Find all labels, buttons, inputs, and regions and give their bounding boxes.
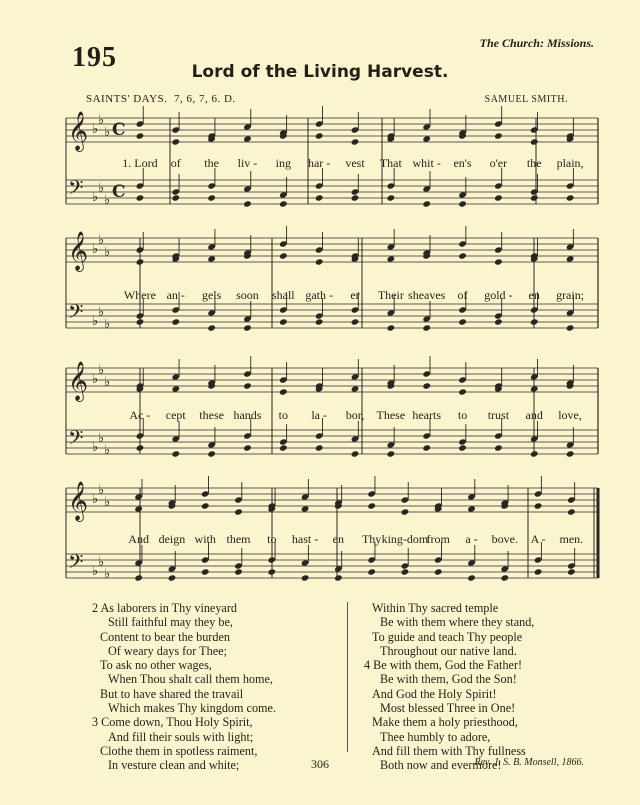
bass-clef-icon: 𝄢	[68, 176, 84, 204]
lyric-syllable: to	[278, 408, 288, 422]
verse-line	[364, 701, 534, 715]
note-head	[201, 502, 210, 509]
lyric-syllable: to	[267, 532, 277, 546]
note-head	[530, 194, 539, 201]
note-head	[171, 138, 180, 145]
verse-text: Be with them, God the Son!	[380, 672, 517, 687]
lyric-syllable: bor,	[345, 408, 365, 422]
lyric-syllable: an -	[166, 288, 185, 302]
lyric-syllable: shall	[271, 288, 295, 302]
note-head	[566, 450, 575, 457]
verse-line	[364, 658, 534, 672]
verse-text: Make them a holy priesthood,	[372, 715, 518, 730]
lyric-syllable: these	[199, 408, 224, 422]
hymn-number: 195	[72, 42, 117, 73]
lyric-syllable: plain,	[556, 156, 584, 170]
verse-text: And God the Holy Spirit!	[372, 686, 497, 701]
verse-line	[92, 644, 276, 658]
verse-text: And fill their souls with light;	[108, 729, 254, 744]
flat-icon: ♭	[92, 440, 99, 455]
page-number: 306	[311, 757, 329, 771]
note-head	[458, 444, 467, 451]
lyric-syllable: Where	[123, 288, 156, 302]
note-head	[234, 568, 243, 575]
verse-number: 4	[364, 658, 371, 673]
note-head	[422, 382, 431, 389]
note-head	[351, 138, 360, 145]
verse-text: In vesture clean and white;	[108, 758, 240, 773]
lyric-syllable: bove.	[491, 532, 518, 546]
flat-icon: ♭	[98, 555, 105, 570]
verses-right	[364, 601, 534, 773]
verse-text: Come down, Thou Holy Spirit,	[101, 715, 253, 730]
flat-icon: ♭	[104, 245, 111, 260]
lyric-syllable: These	[376, 408, 406, 422]
lyric-syllable: er	[350, 288, 360, 302]
note-head	[207, 194, 216, 201]
verse-text: And fill them with Thy fullness	[372, 743, 526, 758]
flat-icon: ♭	[98, 305, 105, 320]
note-head	[334, 574, 343, 581]
verse-line	[92, 715, 276, 729]
lyric-syllable: hearts	[412, 408, 442, 422]
verse-line	[92, 687, 276, 701]
note-head	[458, 252, 467, 259]
note-head	[243, 135, 252, 142]
bass-clef-icon: 𝄢	[68, 300, 84, 328]
flat-icon: ♭	[104, 317, 111, 332]
note-head	[458, 388, 467, 395]
note-head	[243, 382, 252, 389]
lyric-syllable: gath -	[305, 288, 333, 302]
note-head	[243, 444, 252, 451]
note-head	[387, 450, 396, 457]
lyric-syllable: hast -	[291, 532, 319, 546]
lyric-syllable: Their	[377, 288, 404, 302]
lyric-syllable: vest	[345, 156, 365, 170]
verse-line	[364, 672, 534, 686]
flat-icon: ♭	[92, 190, 99, 205]
note-head	[467, 574, 476, 581]
lyric-syllable: hands	[233, 408, 262, 422]
note-head	[567, 508, 576, 515]
flat-icon: ♭	[104, 375, 111, 390]
lyric-syllable: Ac -	[129, 408, 151, 422]
verse-number: 3	[92, 715, 99, 730]
note-head	[401, 508, 410, 515]
note-head	[315, 318, 324, 325]
verse-text: Be with them where they stand,	[380, 615, 535, 630]
verse-line	[364, 715, 534, 729]
lyric-syllable: from	[426, 532, 450, 546]
lyric-syllable: cept	[165, 408, 186, 422]
flat-icon: ♭	[98, 483, 105, 498]
verse-line	[364, 601, 534, 615]
flat-icon: ♭	[98, 181, 105, 196]
flat-icon: ♭	[104, 443, 111, 458]
verse-line	[364, 730, 534, 744]
flat-icon: ♭	[98, 363, 105, 378]
bass-clef-icon: 𝄢	[68, 550, 84, 578]
composer: SAMUEL SMITH.	[484, 94, 568, 105]
lyric-syllable: whit -	[412, 156, 441, 170]
note-head	[315, 258, 324, 265]
note-head	[171, 385, 180, 392]
note-head	[315, 444, 324, 451]
lyric-syllable: en	[332, 532, 345, 546]
verse-line	[92, 730, 276, 744]
note-head	[494, 444, 503, 451]
verse-line	[364, 615, 534, 629]
lyric-syllable: soon	[236, 288, 259, 302]
note-head	[207, 255, 216, 262]
note-head	[367, 568, 376, 575]
note-head	[422, 324, 431, 331]
lyric-syllable: gels	[201, 288, 222, 302]
lyric-syllable: Thy	[361, 532, 382, 546]
note-head	[207, 324, 216, 331]
lyric-syllable: sheaves	[408, 288, 446, 302]
note-head	[315, 194, 324, 201]
note-head	[171, 318, 180, 325]
note-head	[301, 574, 310, 581]
note-head	[501, 574, 510, 581]
verse-text: Of weary days for Thee;	[108, 643, 227, 658]
lyric-syllable: with	[194, 532, 216, 546]
note-head	[279, 318, 288, 325]
note-head	[279, 200, 288, 207]
treble-clef-icon: 𝄞	[68, 481, 89, 521]
note-head	[530, 138, 539, 145]
lyric-syllable: of	[170, 156, 181, 170]
lyric-syllable: of	[457, 288, 468, 302]
flat-icon: ♭	[92, 122, 99, 137]
author-credit: Rev. J. S. B. Monsell, 1866.	[474, 757, 584, 768]
lyric-syllable: ing	[275, 156, 291, 170]
note-head	[566, 324, 575, 331]
lyric-syllable: to	[457, 408, 468, 422]
lyric-syllable: and	[525, 408, 543, 422]
note-head	[351, 318, 360, 325]
note-head	[279, 252, 288, 259]
note-head	[422, 444, 431, 451]
note-head	[243, 324, 252, 331]
note-head	[567, 568, 576, 575]
note-head	[534, 568, 543, 575]
note-head	[458, 200, 467, 207]
verse-line	[364, 687, 534, 701]
treble-clef-icon: 𝄞	[68, 231, 89, 271]
note-head	[243, 200, 252, 207]
verse-text: Both now and evermore!	[380, 758, 502, 773]
flat-icon: ♭	[104, 495, 111, 510]
note-head	[201, 568, 210, 575]
note-head	[279, 444, 288, 451]
note-head	[494, 258, 503, 265]
lyric-syllable: deign	[158, 532, 186, 546]
note-head	[494, 194, 503, 201]
note-head	[494, 318, 503, 325]
note-head	[351, 450, 360, 457]
verse-line	[92, 672, 276, 686]
note-head	[234, 508, 243, 515]
verse-text: Content to bear the burden	[100, 629, 230, 644]
flat-icon: ♭	[92, 372, 99, 387]
note-head	[301, 505, 310, 512]
verse-line	[364, 644, 534, 658]
note-head	[530, 385, 539, 392]
category-heading: The Church: Missions.	[479, 36, 594, 50]
verses-left	[92, 601, 276, 773]
lyric-syllable: men.	[559, 532, 584, 546]
verse-text: Throughout our native land.	[380, 643, 517, 658]
note-head	[171, 194, 180, 201]
note-head	[367, 502, 376, 509]
verse-text: To ask no other wages,	[100, 658, 212, 673]
bass-clef-icon: 𝄢	[68, 426, 84, 454]
flat-icon: ♭	[104, 125, 111, 140]
lyric-syllable: king-dom	[381, 532, 429, 546]
lyric-syllable: en's	[453, 156, 472, 170]
lyric-syllable: the	[204, 156, 219, 170]
lyric-syllable: That	[379, 156, 402, 170]
flat-icon: ♭	[98, 113, 105, 128]
lyric-syllable: en	[528, 288, 540, 302]
verse-text: When Thou shalt call them home,	[108, 672, 273, 687]
verse-line	[364, 630, 534, 644]
note-head	[279, 388, 288, 395]
note-head	[566, 194, 575, 201]
note-head	[315, 132, 324, 139]
lyric-syllable: And	[128, 532, 149, 546]
note-head	[422, 135, 431, 142]
tune-name: SAINTS' DAYS.	[86, 93, 168, 105]
flat-icon: ♭	[92, 492, 99, 507]
verse-line	[92, 701, 276, 715]
note-head	[494, 132, 503, 139]
verse-line	[92, 630, 276, 644]
verse-text: As laborers in Thy vineyard	[100, 601, 237, 615]
hymn-title: Lord of the Living Harvest.	[191, 62, 449, 82]
verse-text: Which makes Thy kingdom come.	[108, 701, 276, 716]
lyric-syllable: 1. Lord	[122, 156, 158, 170]
lyric-syllable: o'er	[489, 156, 508, 170]
flat-icon: ♭	[104, 567, 111, 582]
note-head	[134, 505, 143, 512]
verse-line	[92, 601, 276, 615]
flat-icon: ♭	[98, 431, 105, 446]
lyric-syllable: grain;	[556, 288, 585, 302]
note-head	[351, 385, 360, 392]
note-head	[401, 568, 410, 575]
note-head	[530, 450, 539, 457]
common-time-icon: C	[112, 182, 126, 202]
note-head	[207, 450, 216, 457]
note-head	[134, 574, 143, 581]
flat-icon: ♭	[92, 314, 99, 329]
flat-icon: ♭	[92, 242, 99, 257]
note-head	[467, 505, 476, 512]
verse-line	[92, 615, 276, 629]
meter: 7, 6, 7, 6. D.	[173, 93, 236, 105]
lyric-syllable: a -	[465, 532, 478, 546]
lyric-syllable: liv -	[237, 156, 258, 170]
flat-icon: ♭	[98, 233, 105, 248]
lyric-syllable: har -	[307, 156, 331, 170]
note-head	[434, 568, 443, 575]
note-head	[136, 258, 145, 265]
note-head	[136, 318, 145, 325]
verse-line	[92, 658, 276, 672]
note-head	[534, 502, 543, 509]
lyric-syllable: gold -	[484, 288, 513, 302]
note-head	[422, 200, 431, 207]
note-head	[168, 574, 177, 581]
column-divider	[347, 602, 348, 752]
treble-clef-icon: 𝄞	[68, 111, 89, 151]
verse-text: But to have shared the travail	[100, 686, 244, 701]
flat-icon: ♭	[92, 564, 99, 579]
note-head	[458, 318, 467, 325]
lyric-syllable: trust	[487, 408, 510, 422]
verse-text: Most blessed Three in One!	[380, 701, 516, 716]
note-head	[268, 568, 277, 575]
flat-icon: ♭	[104, 193, 111, 208]
lyric-syllable: love,	[558, 408, 582, 422]
treble-clef-icon: 𝄞	[68, 361, 89, 401]
verse-text: Within Thy sacred temple	[372, 601, 499, 615]
note-head	[387, 194, 396, 201]
lyric-syllable: the	[526, 156, 542, 170]
verse-text: Clothe them in spotless raiment,	[100, 743, 258, 758]
common-time-icon: C	[112, 120, 126, 140]
note-head	[530, 318, 539, 325]
note-head	[387, 255, 396, 262]
note-head	[566, 255, 575, 262]
note-head	[136, 444, 145, 451]
note-head	[136, 194, 145, 201]
lyric-syllable: la -	[311, 408, 327, 422]
verse-text: To guide and teach Thy people	[372, 629, 523, 644]
note-head	[136, 132, 145, 139]
note-head	[387, 324, 396, 331]
verse-text: Thee humbly to adore,	[380, 729, 491, 744]
note-head	[351, 194, 360, 201]
verse-text: Still faithful may they be,	[108, 615, 233, 630]
verse-text: Be with them, God the Father!	[373, 658, 523, 673]
lyric-syllable: A -	[530, 532, 546, 546]
verse-number: 2	[92, 601, 99, 615]
lyric-syllable: them	[226, 532, 251, 546]
note-head	[171, 450, 180, 457]
